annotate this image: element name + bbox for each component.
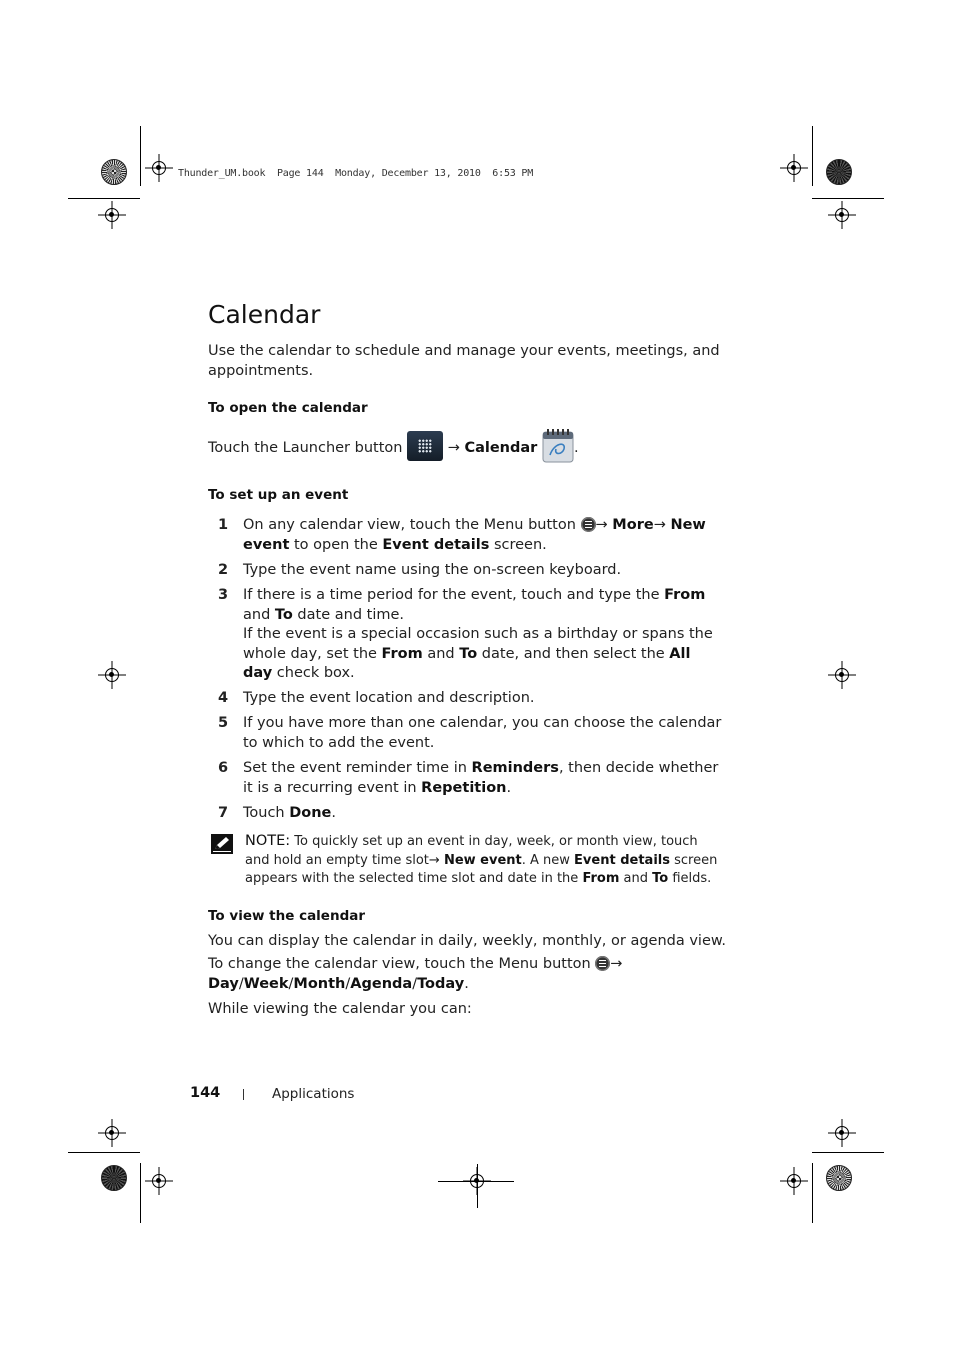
launcher-grid-icon: [407, 431, 443, 461]
step-text: Type the event location and description.: [243, 690, 535, 706]
menu-button-icon: [595, 956, 610, 971]
step-2: [208, 561, 728, 581]
registration-wheel-icon: [826, 159, 852, 185]
step-text: On any calendar view, touch the Menu button → More→ New event to open the Event details screen.: [243, 517, 706, 553]
step-text: Touch Done.: [243, 805, 336, 821]
view-paragraph-3: While viewing the calendar you can:: [208, 1001, 472, 1017]
crop-mark: [140, 126, 141, 186]
page-number: 144: [190, 1085, 221, 1101]
period: .: [573, 440, 579, 456]
step-number: 1: [218, 517, 229, 533]
crop-mark: [812, 198, 884, 199]
footer-separator: [243, 1089, 244, 1100]
registration-mark-icon: [105, 1126, 119, 1140]
calendar-label: Calendar: [464, 440, 538, 456]
section-heading-view: To view the calendar: [208, 908, 366, 924]
registration-wheel-icon: [101, 159, 127, 185]
registration-mark-icon: [152, 1174, 166, 1188]
step-number: 2: [218, 562, 229, 578]
registration-mark-icon: [835, 1126, 849, 1140]
registration-wheel-icon: [826, 1165, 852, 1191]
step-number: 5: [218, 715, 229, 731]
registration-mark-icon: [152, 161, 166, 175]
step-number: 3: [218, 587, 229, 603]
open-instruction: [208, 430, 728, 466]
step-number: 7: [218, 805, 229, 821]
step-text: Type the event name using the on-screen keyboard.: [243, 562, 622, 578]
step-4: [208, 689, 728, 709]
step-6: [208, 759, 728, 799]
step-3: [208, 586, 728, 686]
note-pencil-icon: [211, 834, 233, 854]
step-5: [208, 714, 728, 754]
crop-mark: [812, 126, 813, 186]
registration-mark-icon: [787, 161, 801, 175]
crop-mark: [68, 1152, 140, 1153]
registration-mark-icon: [835, 208, 849, 222]
step-1: [208, 516, 728, 556]
step-text: If you have more than one calendar, you can choose the calendar to which to add the event.: [243, 715, 722, 751]
crop-mark: [477, 1164, 478, 1208]
view-paragraph-1: You can display the calendar in daily, weekly, monthly, or agenda view.: [208, 933, 727, 949]
registration-mark-icon: [105, 208, 119, 222]
registration-mark-icon: [105, 668, 119, 682]
print-slug: Thunder_UM.book Page 144 Monday, December 13, 2010 6:53 PM: [178, 168, 534, 179]
view-paragraph-2: To change the calendar view, touch the Menu button → Day/Week/Month/Agenda/Today.: [208, 956, 623, 992]
crop-mark: [140, 1163, 141, 1223]
crop-mark: [438, 1181, 514, 1182]
step-text: If there is a time period for the event, touch and type the From and To date and time. If the event is a special occasion such as a birthday or spans the whole day, set the From and To date, and then select the All day check box.: [243, 587, 713, 681]
step-text: Set the event reminder time in Reminders, then decide whether it is a recurring event in Repetition.: [243, 760, 719, 796]
note-label: NOTE:: [245, 833, 291, 849]
touch-text: Touch the Launcher button: [208, 440, 403, 456]
menu-button-icon: [581, 517, 596, 532]
crop-mark: [812, 1152, 884, 1153]
section-heading-open: To open the calendar: [208, 400, 368, 416]
registration-wheel-icon: [101, 1165, 127, 1191]
footer-section-name: Applications: [272, 1086, 355, 1102]
arrow: →: [447, 440, 460, 456]
crop-mark: [812, 1163, 813, 1223]
intro-paragraph: Use the calendar to schedule and manage your events, meetings, and appointments.: [208, 343, 720, 379]
calendar-app-icon: [542, 429, 574, 463]
page-title: Calendar: [208, 300, 321, 329]
crop-mark: [68, 198, 140, 199]
registration-mark-icon: [787, 1174, 801, 1188]
section-heading-setup: To set up an event: [208, 487, 349, 503]
step-number: 6: [218, 760, 229, 776]
note-block: NOTE: To quickly set up an event in day, week, or month view, touch and hold an empty time slot→ New event. A new Event details screen appears with the selected time slot and date in the From and To fields.: [245, 833, 718, 886]
registration-mark-icon: [835, 668, 849, 682]
step-7: [208, 804, 728, 824]
step-number: 4: [218, 690, 229, 706]
